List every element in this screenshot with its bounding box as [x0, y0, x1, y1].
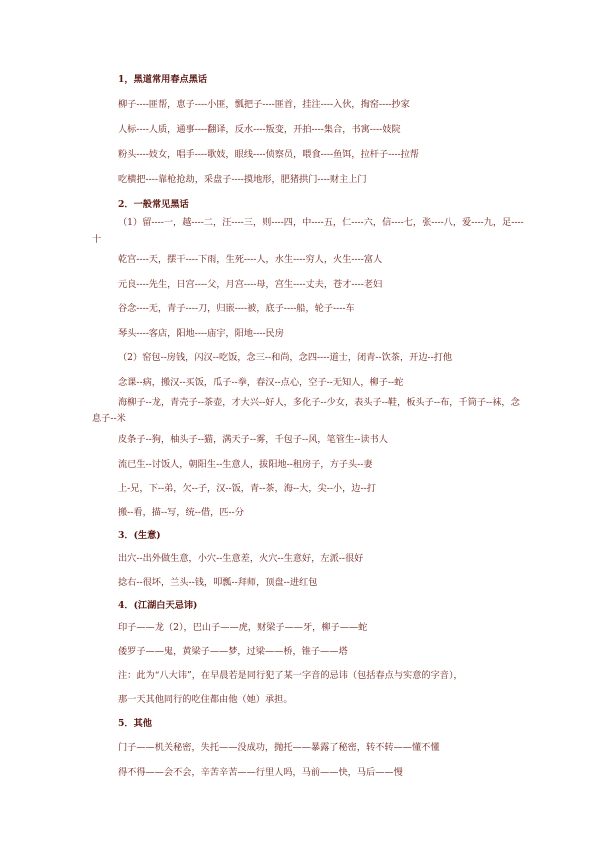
text-line: 搬--看，描--写，统--借，匹--分 [118, 507, 244, 518]
text-line: 倭罗子——鬼，黄梁子——梦，过梁——桥，锥子——塔 [118, 646, 348, 657]
text-line: 人标----人质，通事----翻译，反水----叛变，开拍----集合，书寓----妓院 [118, 124, 401, 135]
text-line: （2）窑包--房钱，闪汉--吃饭，念三--和尚，念四----道士，闭青--饮茶，开边--打他 [118, 352, 453, 363]
text-line: 门子——机关秘密，失托——没成功，抛托——暴露了秘密，转不转——懂不懂 [118, 742, 440, 753]
section-5-heading: 5．其他 [118, 718, 152, 729]
text-line: 吃横把----靠枪抢劫，采盘子----摸地形，肥猪拱门----财主上门 [118, 174, 367, 185]
text-line: 流已生--讨饭人，朝阳生--生意人，拔阳地--租房子，方子头--妻 [118, 459, 373, 470]
text-line-continuation: 息子--米 [92, 413, 126, 424]
text-line: 那一天其他同行的吃住都由他（她）承担。 [118, 694, 293, 705]
section-3-heading: 3．(生意) [118, 530, 161, 541]
text-line: 海柳子--龙，青壳子--茶壶，才大兴--好人，多化子--少女，表头子--鞋，板头子--布，千筒子--袜，念 [118, 397, 520, 408]
text-line-continuation: 十 [92, 234, 102, 245]
text-line: 琴头----客店，阳地----庙宇，阳地----民房 [118, 328, 284, 339]
text-line: 注：此为“八大讳”，在早晨若是同行犯了某一字音的忌讳（包括春点与实意的字音）， [118, 670, 463, 681]
text-line: 捻右--很坏，兰头--钱，叩瓢--拜师，顶盘--进红包 [118, 577, 318, 588]
text-line: 粉头----妓女，唱手----歌妓，眼线----侦察员，喂食----鱼饵，拉杆子----拉帮 [118, 149, 419, 160]
text-line: 谷念----无，青子----刀，归嵌----被，底子----船，轮子----车 [118, 303, 355, 314]
text-line: 乾宫----天，摆干----下雨，生死----人，水生----穷人，火生----富人 [118, 254, 383, 265]
text-line: 柳子----匪帮，恵子----小匪，瓢把子----匪首，挂注----入伙，掏窑----抄家 [118, 99, 410, 110]
section-1-heading: 1，黑道常用春点黑话 [118, 74, 208, 85]
text-line: 元良----先生，日宫----父，月宫----母，宫生----丈夫，苍才----老妇 [118, 279, 383, 290]
text-line: 印子——龙（2），巴山子——虎，财梁子——牙，柳子——蛇 [118, 622, 368, 633]
text-line: （1）留----一，越----二，汪----三，则----四，中----五，仁----六，信----七，张----八，爱----九，足---- [118, 217, 524, 228]
text-line: 念课--病，搬汉--买饭，瓜子--拳，春汉--点心，空子--无知人，柳子--蛇 [118, 377, 404, 388]
section-2-heading: 2．一般常见黑话 [118, 199, 189, 210]
text-line: 上-兄，下--弟，欠--子，汉--饭，青--茶，海--大，尖--小，边--打 [118, 483, 376, 494]
section-4-heading: 4．(江湖白天忌讳) [118, 600, 198, 611]
text-line: 得不得——会不会，辛苦辛苦——行里人吗，马前——快，马后——慢 [118, 767, 403, 778]
text-line: 出穴--出外做生意，小穴--生意差，火穴--生意好，左派--很好 [118, 553, 364, 564]
text-line: 皮条子--狗，柚头子--猫，满天子--雾，千包子--风，笔管生--读书人 [118, 434, 388, 445]
